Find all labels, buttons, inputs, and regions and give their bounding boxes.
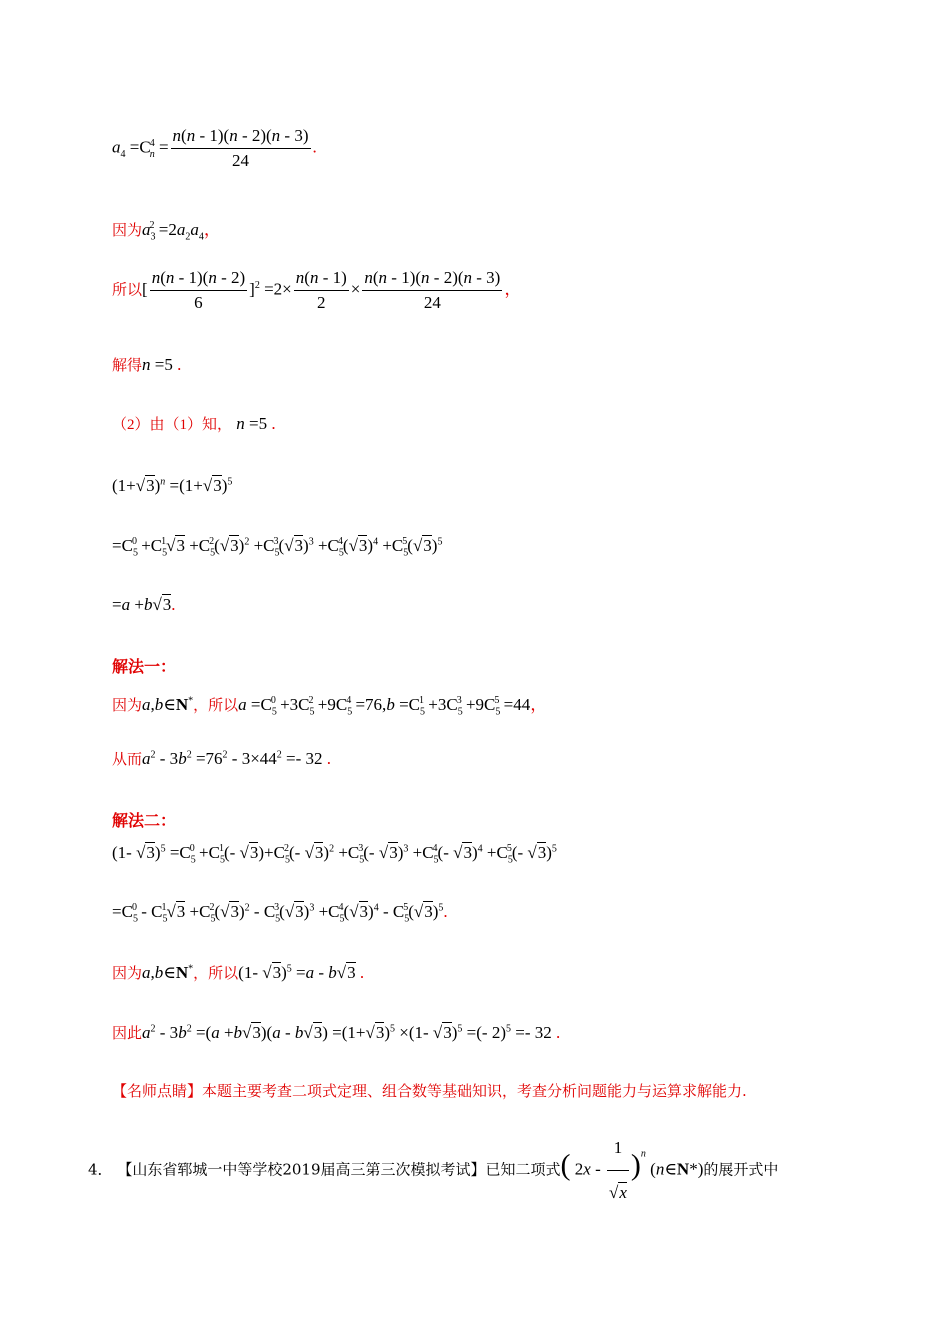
method-two-heading: 解法二： bbox=[112, 811, 177, 830]
label-solve: 解得 bbox=[112, 358, 143, 374]
eq-solve-n: 解得n =5 . bbox=[112, 355, 182, 374]
eq-m1-a: 因为a,b∈N*，所以$a =C_5^0 +3C_5^2 +9C_5^4 =76,b =C_5^1 +3C_5^3 +9C_5^5 =44$， bbox=[112, 695, 548, 718]
label-because: 因为 bbox=[112, 223, 143, 239]
q4-binomial: ( 2x - $\frac{1}{√x}$ )$^n$ (n∈N*) bbox=[561, 1128, 704, 1213]
eq-therefore: 所以[ $\frac{n(n - 1)(n - 2)}{6}$ ]$^2$ =2× $\frac{n(n - 1)}{2}$ × $\frac{n(n - 1)(n - 2)(n - 3)}{24}$ ， bbox=[112, 268, 522, 312]
eq-m2-b: $=C_5^0 - C_5^1√3 +C_5^2(√3)^2 - C_5^3(√3)^3 +C_5^4(√3)^4 - C_5^5(√3)^5$. bbox=[112, 902, 448, 925]
eq-expand-2: $=C_5^0 +C_5^1√3 +C_5^2(√3)^2 +C_5^3(√3)^3 +C_5^4(√3)^4 +C_5^5(√3)^5$ bbox=[112, 536, 443, 559]
eq-expand-1: $(1+√3)^n =(1+√3)^5$ bbox=[112, 476, 233, 495]
label-therefore: 所以 bbox=[112, 282, 143, 299]
eq-m2-c: 因为a,b∈N*，所以(1- √3)$^5$ =a - b√3 . bbox=[112, 963, 365, 982]
question-4: 4． 【山东省郓城一中等学校2019届高三第三次模拟考试】已知二项式( 2x - $\frac{1}{√x}$ )$^n$ (n∈N*)的展开式中 bbox=[88, 1128, 778, 1213]
eq-expand-3: =a +b√3. bbox=[112, 595, 176, 614]
teacher-note: 【名师点睛】本题主要考查二项式定理、组合数等基础知识，考查分析问题能力与运算求解能力. bbox=[112, 1082, 747, 1100]
eq-because-a3: 因为$a_3^2 =2a_2a_4$， bbox=[112, 220, 221, 243]
eq-a4: $a_4 =C^4_n$ = $\frac{n(n - 1)(n - 2)(n - 3)}{24}$ . bbox=[112, 126, 317, 170]
eq-m2-d: 因此$a^2 - 3b^2 =(a +b√3)(a - b√3) =(1+√3)^5 \times(1-$ √3)$^5$ =(- 2)$^5$ =- 32 . bbox=[112, 1023, 561, 1042]
label-part2: （2）由（1）知， bbox=[112, 417, 233, 433]
q4-source: 【山东省郓城一中等学校2019届高三第三次模拟考试】 bbox=[117, 1160, 486, 1179]
eq-m1-b: 从而$a^2 - 3b^2 =76^2 - 3\times 44^2 =- 32$ . bbox=[112, 749, 332, 768]
eq-part2: （2）由（1）知， n =5 . bbox=[112, 414, 276, 433]
method-one-heading: 解法一： bbox=[112, 657, 177, 676]
eq-m2-a: (1- $√3)^5 =C_5^0 +C_5^1(-$ $√3)+C_5^2(-$ $√3)^2 +C_5^3(-$ $√3)^3 +C_5^4(-$ $√3)^4 +C_5^5(-$ √3)$^5$ bbox=[112, 843, 557, 866]
